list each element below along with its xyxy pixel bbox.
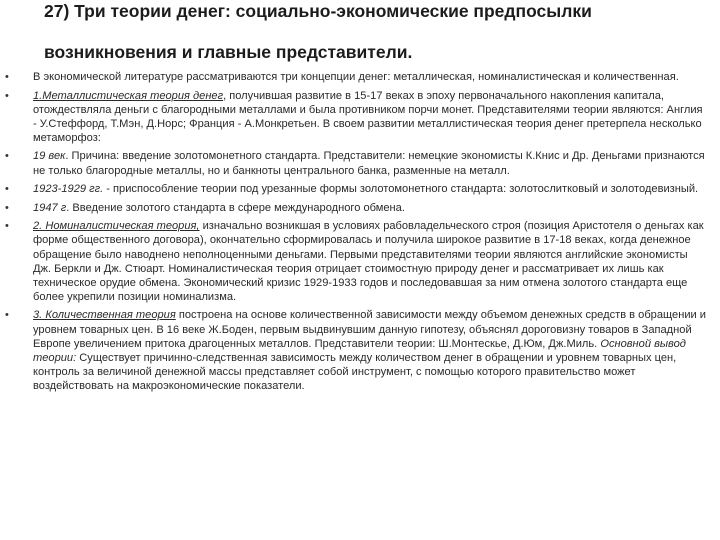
item-text: , получившая развитие в 15-17 веках в эпоху первоначального накопления капитала, отождествляла деньги с благородными металлами и была противником порчи монет. Представителями теории являются: Англия - У.Стеффорд, Т.Мэн, Д.Норс; Франция - А.Монкретьен. В своем развитии металлистическая теория денег претерпела несколько метаморфоз: (33, 89, 703, 144)
item-heading: 3. Количественная теория (33, 309, 176, 322)
bullet-icon: • (5, 89, 9, 102)
bullet-icon: • (5, 201, 9, 214)
item-heading: 2. Номиналистическая теория, (33, 220, 200, 233)
item-text: построена на основе количественной зависимости между объемом денежных средств в обращении и уровнем товарных цен. В 16 веке Ж.Боден, первым выдвинувшим данную гипотезу, объяснял дороговизну товаров в Западной Европе увеличением притока драгоценных металлов. Представители теории: Ш.Монтескье, Д.Юм, Дж.Миль. (33, 309, 706, 350)
bullet-icon: • (5, 150, 9, 163)
item-text: . Введение золотого стандарта в сфере международного обмена. (66, 201, 405, 214)
bullet-icon: • (5, 71, 9, 83)
page-title (44, 0, 704, 71)
item-subheading: Основной вывод теории: (33, 337, 686, 364)
page-title-line-1: 27) Три теории денег: социально-экономические предпосылки (44, 1, 592, 21)
list-item (0, 149, 720, 177)
item-text: В экономической литературе рассматриваются три концепции денег: металлическая, номиналистическая и количественная. (33, 71, 679, 83)
list-item (0, 219, 720, 304)
item-heading: 19 век (33, 150, 66, 163)
item-text: изначально возникшая в условиях рабовладельческого строя (позиция Аристотеля о деньгах как форме общественного договора), окончательно сформировалась и получила широкое развитие в 17-18 веках, когда денежное обращение было наводнено неполноценными деньгами. Первыми представителями теории являются английские экономисты Дж. Беркли и Дж. Стюарт. Номиналистическая теория отрицает стоимостную природу денег и рассматривает их лишь как техническое орудие обмена. Экономический кризис 1929-1933 годов и последовавшая за ним отмена золотого стандарта еще более укрепили позиции номинализма. (33, 220, 704, 303)
list-item (0, 308, 720, 393)
page-title-line-2: возникновения и главные представители. (44, 42, 413, 62)
item-text: . Причина: введение золотомонетного стандарта. Представители: немецкие экономисты К.Книс и Др. Деньгами признаются не только благородные металлы, но и банкноты центрального банка, разменные на металл. (33, 150, 705, 177)
list-item (0, 89, 720, 145)
bullet-icon: • (5, 220, 9, 233)
list-item (0, 182, 720, 196)
content-list (0, 70, 720, 397)
item-heading: 1.Металлистическая теория денег (33, 89, 224, 102)
list-item (0, 70, 720, 84)
item-heading: 1923-1929 гг. (33, 183, 104, 196)
item-text-tail: Существует причинно-следственная зависимость между количеством денег в обращении и уровнем товарных цен, контроль за величиной денежной массы представляет собой инструмент, с помощью которого правительство может воздействовать на макроэкономические показатели. (33, 351, 677, 392)
bullet-icon: • (5, 309, 9, 322)
list-item (0, 201, 720, 215)
item-heading: 1947 г (33, 201, 67, 214)
bullet-icon: • (5, 183, 9, 196)
item-text: - приспособление теории под урезанные формы золотомонетного стандарта: золотослитковый и золотодевизный. (103, 183, 699, 196)
